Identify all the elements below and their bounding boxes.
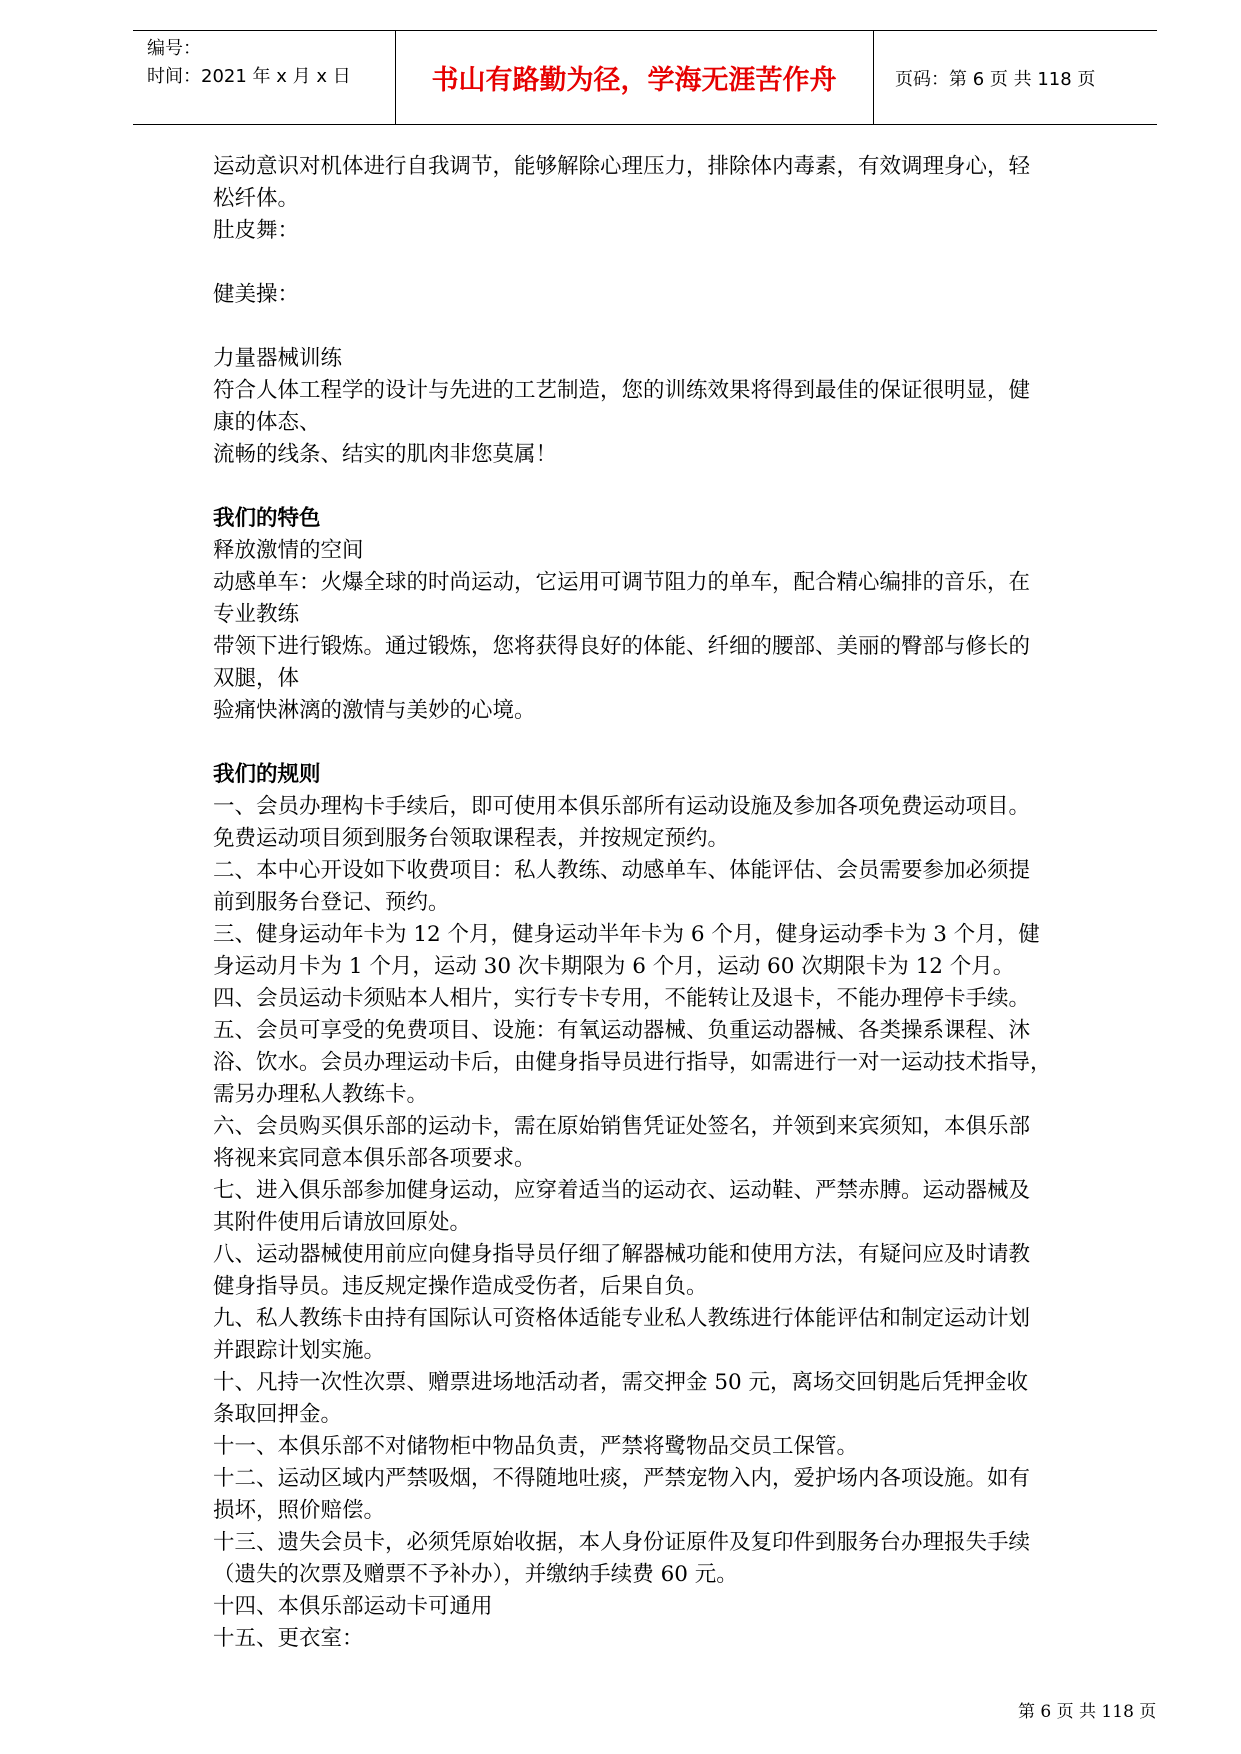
body-line: 浴、饮水。会员办理运动卡后，由健身指导员进行指导，如需进行一对一运动技术指导， [213, 1050, 1052, 1075]
section-heading-features: 我们的特色 [213, 506, 321, 531]
body-line: 一、会员办理构卡手续后，即可使用本俱乐部所有运动设施及参加各项免费运动项目。 [213, 794, 1031, 819]
body-line: 释放激情的空间 [213, 538, 364, 563]
body-line: 康的体态、 [213, 410, 321, 435]
body-line: 十二、运动区域内严禁吸烟，不得随地吐痰，严禁宠物入内，爱护场内各项设施。如有 [213, 1466, 1031, 1491]
body-line: 双腿，体 [213, 666, 300, 691]
header-motto: 书山有路勤为径，学海无涯苦作舟 [431, 65, 837, 96]
header-page-info: 页码：第 6 页 共 118 页 [895, 68, 1096, 90]
blank-line [213, 247, 1159, 279]
body-line: 九、私人教练卡由持有国际认可资格体适能专业私人教练进行体能评估和制定运动计划 [213, 1306, 1031, 1331]
body-line: 健身指导员。违反规定操作造成受伤者，后果自负。 [213, 1274, 708, 1299]
body-line: 七、进入俱乐部参加健身运动，应穿着适当的运动衣、运动鞋、严禁赤膊。运动器械及 [213, 1178, 1031, 1203]
body-line: 十三、遗失会员卡，必须凭原始收据，本人身份证原件及复印件到服务台办理报失手续 [213, 1530, 1031, 1555]
body-line: 条取回押金。 [213, 1402, 343, 1427]
body-line: 二、本中心开设如下收费项目：私人教练、动感单车、体能评估、会员需要参加必须提 [213, 858, 1031, 883]
body-line: 需另办理私人教练卡。 [213, 1082, 429, 1107]
document-number-label: 编号： [147, 38, 201, 59]
section-heading-rules: 我们的规则 [213, 762, 321, 787]
body-line: （遗失的次票及赠票不予补办），并缴纳手续费 60 元。 [213, 1562, 738, 1587]
body-line: 验痛快淋漓的激情与美妙的心境。 [213, 698, 536, 723]
header-meta [147, 35, 351, 91]
body-line: 四、会员运动卡须贴本人相片，实行专卡专用，不能转让及退卡，不能办理停卡手续。 [213, 986, 1031, 1011]
body-line: 前到服务台登记、预约。 [213, 890, 450, 915]
blank-line [213, 311, 1159, 343]
blank-line [213, 471, 1159, 503]
body-line: 将视来宾同意本俱乐部各项要求。 [213, 1146, 536, 1171]
document-time-label: 时间：2021 年 x 月 x 日 [147, 66, 351, 87]
body-line: 专业教练 [213, 602, 300, 627]
body-line: 损坏，照价赔偿。 [213, 1498, 386, 1523]
document-body [213, 151, 1159, 1655]
body-line: 十一、本俱乐部不对储物柜中物品负责，严禁将鹭物品交员工保管。 [213, 1434, 859, 1459]
body-line: 运动意识对机体进行自我调节，能够解除心理压力，排除体内毒素，有效调理身心，轻 [213, 154, 1031, 179]
body-line: 五、会员可享受的免费项目、设施：有氧运动器械、负重运动器械、各类操系课程、沐 [213, 1018, 1031, 1043]
body-line: 身运动月卡为 1 个月，运动 30 次卡期限为 6 个月，运动 60 次期限卡为 12 个月。 [213, 954, 1015, 979]
body-line: 松纤体。 [213, 186, 300, 211]
body-line: 三、健身运动年卡为 12 个月，健身运动半年卡为 6 个月，健身运动季卡为 3 个月，健 [213, 922, 1040, 947]
footer-page-number: 第 6 页 共 118 页 [1018, 1702, 1157, 1722]
header-divider [873, 31, 874, 124]
body-line: 流畅的线条、结实的肌肉非您莫属！ [213, 442, 558, 467]
page-header [133, 30, 1157, 125]
body-line: 十、凡持一次性次票、赠票进场地活动者，需交押金 50 元，离场交回钥匙后凭押金收 [213, 1370, 1029, 1395]
body-line: 八、运动器械使用前应向健身指导员仔细了解器械功能和使用方法，有疑问应及时请教 [213, 1242, 1031, 1267]
body-line: 动感单车：火爆全球的时尚运动，它运用可调节阻力的单车，配合精心编排的音乐，在 [213, 570, 1031, 595]
body-line: 十四、本俱乐部运动卡可通用 [213, 1594, 493, 1619]
body-line: 其附件使用后请放回原处。 [213, 1210, 472, 1235]
body-line: 力量器械训练 [213, 346, 343, 371]
body-line: 六、会员购买俱乐部的运动卡，需在原始销售凭证处签名，并领到来宾须知，本俱乐部 [213, 1114, 1031, 1139]
blank-line [213, 727, 1159, 759]
body-line: 符合人体工程学的设计与先进的工艺制造，您的训练效果将得到最佳的保证很明显，健 [213, 378, 1031, 403]
body-line: 并跟踪计划实施。 [213, 1338, 386, 1363]
body-line: 十五、更衣室： [213, 1626, 364, 1651]
body-line: 带领下进行锻炼。通过锻炼，您将获得良好的体能、纤细的腰部、美丽的臀部与修长的 [213, 634, 1031, 659]
body-line: 免费运动项目须到服务台领取课程表，并按规定预约。 [213, 826, 730, 851]
body-line: 健美操： [213, 282, 300, 307]
body-line: 肚皮舞： [213, 218, 300, 243]
